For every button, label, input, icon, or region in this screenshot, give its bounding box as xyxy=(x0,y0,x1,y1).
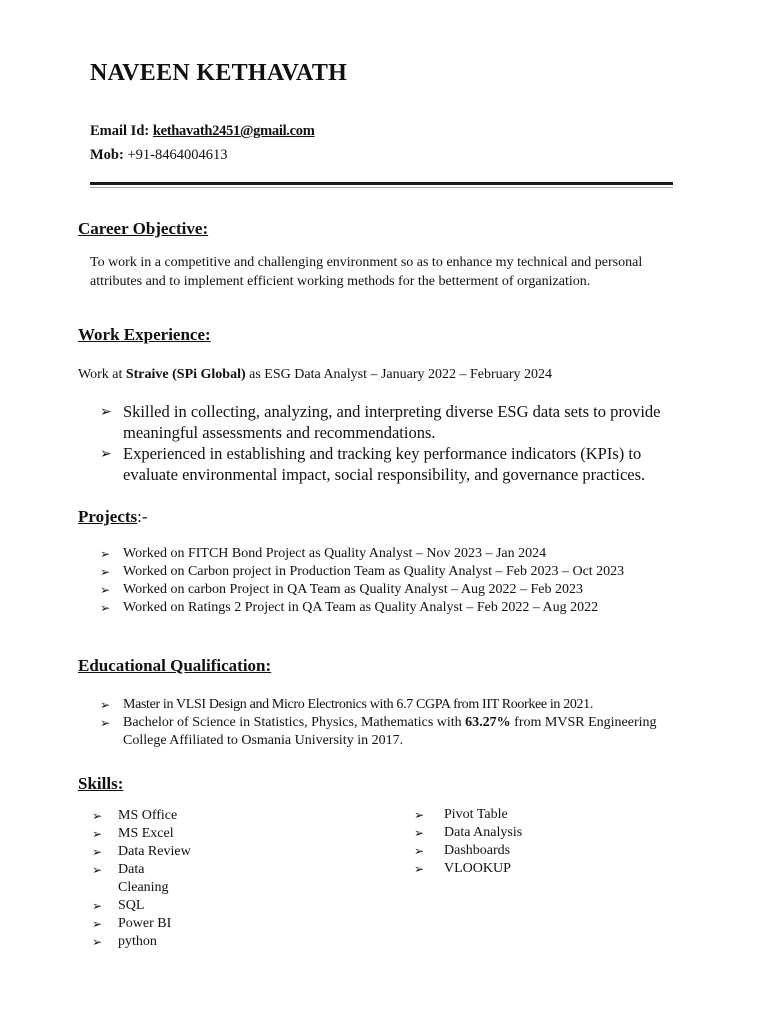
list-item xyxy=(100,443,690,485)
arrowhead-bullet-icon: ➢ xyxy=(100,716,111,730)
arrowhead-bullet-icon: ➢ xyxy=(414,862,425,876)
company-name: Straive (SPi Global) xyxy=(125,367,246,382)
list-item xyxy=(92,861,192,897)
arrowhead-bullet-icon: ➢ xyxy=(100,404,112,420)
arrowhead-bullet-icon: ➢ xyxy=(414,808,425,822)
skill-text: VLOOKUP xyxy=(444,861,511,876)
arrowhead-bullet-icon: ➢ xyxy=(100,601,111,615)
skill-text: python xyxy=(118,934,157,949)
project-text: Worked on FITCH Bond Project as Quality Analyst – Nov 2023 – Jan 2024 xyxy=(123,546,547,561)
mobile-number: +91-8464004613 xyxy=(127,147,228,163)
list-item xyxy=(92,843,192,861)
skills-heading: Skills: xyxy=(78,774,124,793)
skills-list-right xyxy=(414,806,614,878)
work-bullets xyxy=(100,401,690,485)
skill-text: Data Review xyxy=(118,844,191,859)
projects-list xyxy=(100,545,648,617)
masters-text: Master in VLSI Design and Micro Electronics with 6.7 CGPA from IIT Roorkee in 2021. xyxy=(123,697,593,712)
skill-text: Data Cleaning xyxy=(118,862,169,895)
arrowhead-bullet-icon: ➢ xyxy=(92,845,103,859)
mobile-line xyxy=(90,147,227,164)
skills-list-left xyxy=(92,807,192,951)
list-item xyxy=(414,806,614,824)
bachelor-text-prefix: Bachelor of Science in Statistics, Physics, Mathematics with xyxy=(123,715,466,730)
list-item xyxy=(414,824,614,842)
project-text: Worked on carbon Project in QA Team as Quality Analyst – Aug 2022 – Feb 2023 xyxy=(123,582,583,597)
list-item xyxy=(100,545,648,563)
arrowhead-bullet-icon: ➢ xyxy=(100,547,111,561)
arrowhead-bullet-icon: ➢ xyxy=(100,583,111,597)
arrowhead-bullet-icon: ➢ xyxy=(92,899,103,913)
arrowhead-bullet-icon: ➢ xyxy=(100,698,111,712)
projects-heading-text: Projects xyxy=(78,507,138,526)
arrowhead-bullet-icon: ➢ xyxy=(92,935,103,949)
list-item xyxy=(100,581,648,599)
list-item xyxy=(92,915,192,933)
list-item xyxy=(92,807,192,825)
skill-text: Dashboards xyxy=(444,843,511,858)
project-text: Worked on Carbon project in Production Team as Quality Analyst – Feb 2023 – Oct 2023 xyxy=(123,564,625,579)
skill-text: Pivot Table xyxy=(444,807,508,822)
skill-text: Power BI xyxy=(118,916,172,931)
work-intro xyxy=(78,365,552,384)
skill-text: MS Office xyxy=(118,808,178,823)
work-bullet-text: Experienced in establishing and tracking key performance indicators (KPIs) to evaluate environmental impact, social responsibility, and governance practices. xyxy=(123,444,646,484)
skill-text: Data Analysis xyxy=(444,825,523,840)
projects-heading-suffix: :- xyxy=(137,507,148,526)
skill-text: SQL xyxy=(118,898,145,913)
projects-heading xyxy=(78,507,148,527)
list-item xyxy=(414,842,614,860)
email-link[interactable]: kethavath2451@gmail.com xyxy=(152,123,315,139)
email-line xyxy=(90,123,315,140)
arrowhead-bullet-icon: ➢ xyxy=(414,844,425,858)
bachelor-text-suffix: from MVSR Engineering College Affiliated to Osmania University in 2017. xyxy=(123,715,657,748)
project-text: Worked on Ratings 2 Project in QA Team as Quality Analyst – Feb 2022 – Aug 2022 xyxy=(123,600,599,615)
email-label: Email Id: xyxy=(90,123,150,139)
list-item xyxy=(100,401,690,443)
candidate-name: NAVEEN KETHAVATH xyxy=(90,60,348,86)
work-experience-heading: Work Experience: xyxy=(78,325,211,344)
arrowhead-bullet-icon: ➢ xyxy=(92,827,103,841)
arrowhead-bullet-icon: ➢ xyxy=(92,917,103,931)
education-heading: Educational Qualification: xyxy=(78,656,272,675)
arrowhead-bullet-icon: ➢ xyxy=(100,565,111,579)
education-list xyxy=(100,696,680,750)
list-item xyxy=(92,933,192,951)
career-objective-text: To work in a competitive and challenging environment so as to enhance my technical and personal attributes and to implement efficient working methods for the betterment of organization. xyxy=(90,255,643,289)
skill-text: MS Excel xyxy=(118,826,174,841)
mobile-label: Mob: xyxy=(90,147,124,163)
arrowhead-bullet-icon: ➢ xyxy=(100,446,112,462)
header-divider-shadow xyxy=(90,187,673,188)
arrowhead-bullet-icon: ➢ xyxy=(92,809,103,823)
list-item xyxy=(414,860,614,878)
arrowhead-bullet-icon: ➢ xyxy=(414,826,425,840)
work-bullet-text: Skilled in collecting, analyzing, and interpreting diverse ESG data sets to provide meaningful assessments and recommendations. xyxy=(123,402,661,442)
list-item xyxy=(92,897,192,915)
header-divider xyxy=(90,182,673,185)
work-intro-suffix: as ESG Data Analyst – January 2022 – February 2024 xyxy=(245,367,553,382)
list-item xyxy=(100,563,648,581)
list-item xyxy=(100,714,680,750)
list-item xyxy=(100,696,680,714)
list-item xyxy=(100,599,648,617)
work-intro-prefix: Work at xyxy=(78,367,126,382)
career-objective-heading: Career Objective: xyxy=(78,219,209,238)
arrowhead-bullet-icon: ➢ xyxy=(92,863,103,877)
list-item xyxy=(92,825,192,843)
bachelor-score: 63.27% xyxy=(465,715,511,730)
